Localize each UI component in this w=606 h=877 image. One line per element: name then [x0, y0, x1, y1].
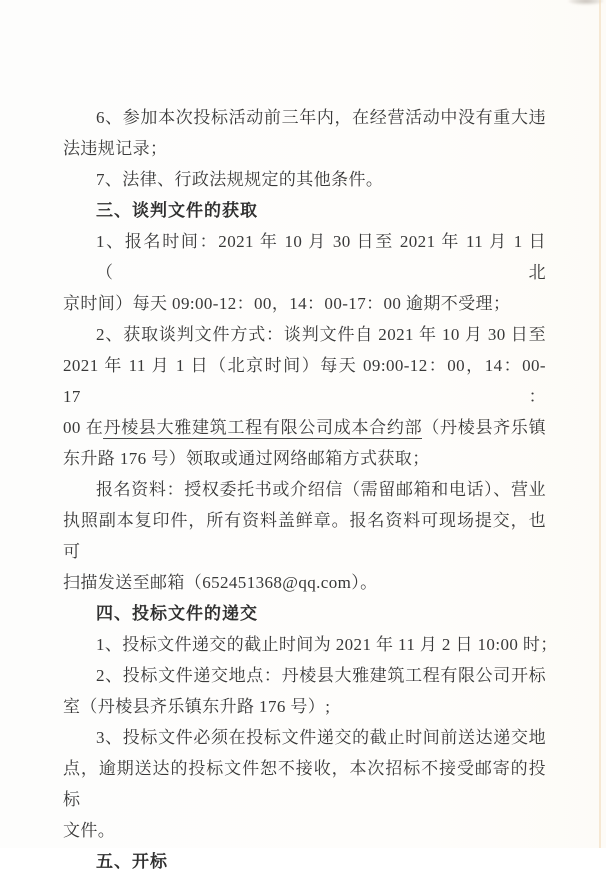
text-line — [63, 319, 546, 350]
text-segment: 京时间）每天 09:00-12：00，14：00-17：00 逾期不受理； — [63, 294, 511, 313]
text-segment: （丹棱县齐乐镇 — [422, 418, 546, 437]
text-segment: 6、参加本次投标活动前三年内，在经营活动中没有重大违 — [96, 108, 546, 127]
scan-edge-line — [599, 0, 601, 848]
text-segment: 法违规记录； — [63, 139, 168, 158]
text-line — [63, 164, 546, 195]
text-segment: 五、开标 — [96, 852, 168, 871]
text-segment: 00 在 — [63, 418, 104, 437]
text-line — [63, 133, 546, 164]
text-segment: 文件。 — [63, 821, 116, 840]
text-segment: 2、投标文件递交地点：丹棱县大雅建筑工程有限公司开标 — [96, 666, 546, 685]
text-line — [63, 412, 546, 443]
text-line — [63, 474, 546, 505]
text-segment: 1、报名时间：2021 年 10 月 30 日至 2021 年 11 月 1 日（北 — [96, 232, 546, 282]
text-segment: 三、谈判文件的获取 — [96, 201, 258, 220]
text-segment: 报名资料：授权委托书或介绍信（需留邮箱和电话）、营业 — [96, 480, 546, 499]
text-line — [63, 505, 546, 567]
text-block — [63, 102, 558, 877]
text-line — [63, 722, 546, 753]
text-segment: 东升路 176 号）领取或通过网络邮箱方式获取； — [63, 449, 430, 468]
text-segment: 2、获取谈判文件方式：谈判文件自 2021 年 10 月 30 日至 — [96, 325, 546, 344]
text-line — [63, 629, 558, 660]
text-segment: 四、投标文件的递交 — [96, 604, 258, 623]
text-line — [63, 660, 546, 691]
text-line — [63, 691, 546, 722]
text-segment: 执照副本复印件，所有资料盖鲜章。报名资料可现场提交，也可 — [63, 511, 546, 561]
section-heading — [63, 846, 546, 877]
section-heading — [63, 598, 546, 629]
text-segment: 3、投标文件必须在投标文件递交的截止时间前送达递交地 — [96, 728, 546, 747]
text-segment: 点，逾期送达的投标文件恕不接收，本次招标不接受邮寄的投标 — [63, 759, 546, 809]
text-line — [63, 350, 546, 412]
text-line — [63, 288, 546, 319]
text-segment: 2021 年 11 月 1 日（北京时间）每天 09:00-12：00，14：00-17： — [63, 356, 546, 406]
text-segment: 1、投标文件递交的截止时间为 2021 年 11 月 2 日 10:00 时； — [96, 635, 558, 654]
text-line — [63, 443, 546, 474]
text-segment: 扫描发送至邮箱（652451368@qq.com）。 — [63, 573, 378, 592]
text-line — [63, 567, 546, 598]
section-heading — [63, 195, 546, 226]
text-line — [63, 226, 546, 288]
text-line — [63, 815, 546, 846]
text-line — [63, 102, 546, 133]
text-line — [63, 753, 546, 815]
underlined-company-name: 丹棱县大雅建筑工程有限公司成本合约部 — [103, 418, 423, 437]
text-segment: 7、法律、行政法规规定的其他条件。 — [96, 170, 384, 189]
text-segment: 室（丹棱县齐乐镇东升路 176 号）; — [63, 697, 331, 716]
